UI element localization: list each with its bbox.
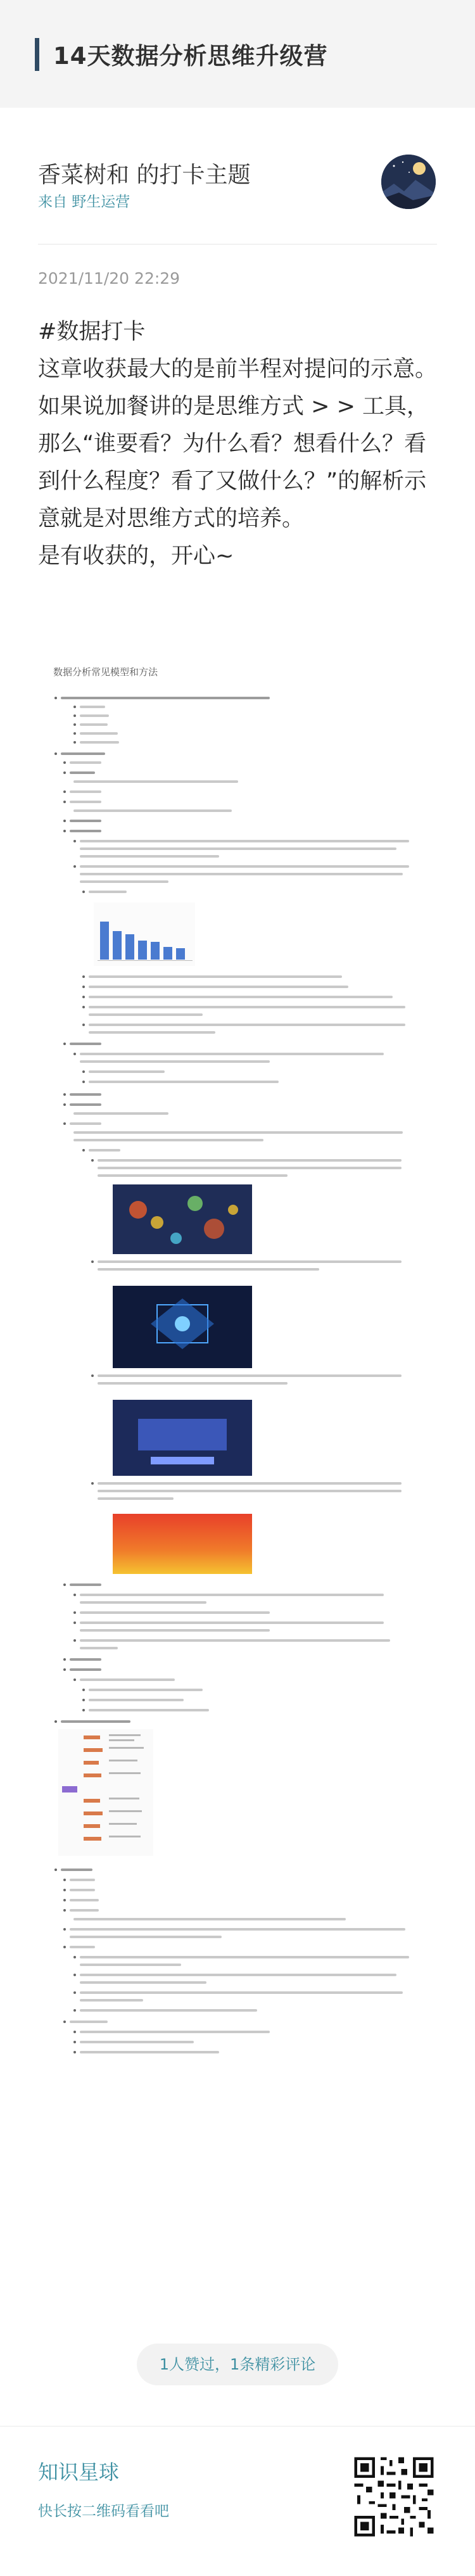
qr-code-icon[interactable] (352, 2454, 436, 2539)
avatar-night-scene-icon (381, 155, 436, 209)
title-accent-bar (35, 38, 39, 71)
post-body (38, 314, 443, 575)
post-paragraph: 这章收获最大的是前半程对提问的示意。如果说加餐讲的是思维方式 > > 工具，那么“谁要看？为什么看？想看什么？看到什么程度？看了又做什么？”的解析示意就是对思维方式的培养。 (38, 357, 438, 531)
heatmap-thumbnail (113, 1286, 252, 1368)
likes-comments-button[interactable]: 1人赞过，1条精彩评论 (137, 2344, 338, 2385)
avatar[interactable] (381, 155, 436, 209)
source-group-link[interactable]: 来自 野生运营 (38, 194, 130, 210)
footer-brand: 知识星球 (38, 2460, 120, 2484)
attached-document-image[interactable] (49, 652, 429, 2401)
footer-hint: 快长按二维码看看吧 (38, 2503, 169, 2520)
heatmap-thumbnail (113, 1184, 252, 1254)
document-title: 数据分析常见模型和方法 (53, 666, 158, 678)
footer-divider (0, 2426, 475, 2427)
page-title: 14天数据分析思维升级营 (53, 42, 328, 70)
author-name[interactable]: 香菜树和 的打卡主题 (38, 162, 251, 188)
mindmap-thumbnail (58, 1729, 153, 1856)
post-date: 2021/11/20 22:29 (38, 269, 180, 288)
post-hashtag[interactable]: #数据打卡 (38, 319, 146, 345)
top-banner (0, 0, 475, 108)
heatmap-thumbnail (113, 1514, 252, 1574)
funnel-bar-chart-thumbnail (94, 903, 195, 966)
post-paragraph: 是有收获的，开心~ (38, 543, 234, 569)
heatmap-thumbnail (113, 1400, 252, 1476)
